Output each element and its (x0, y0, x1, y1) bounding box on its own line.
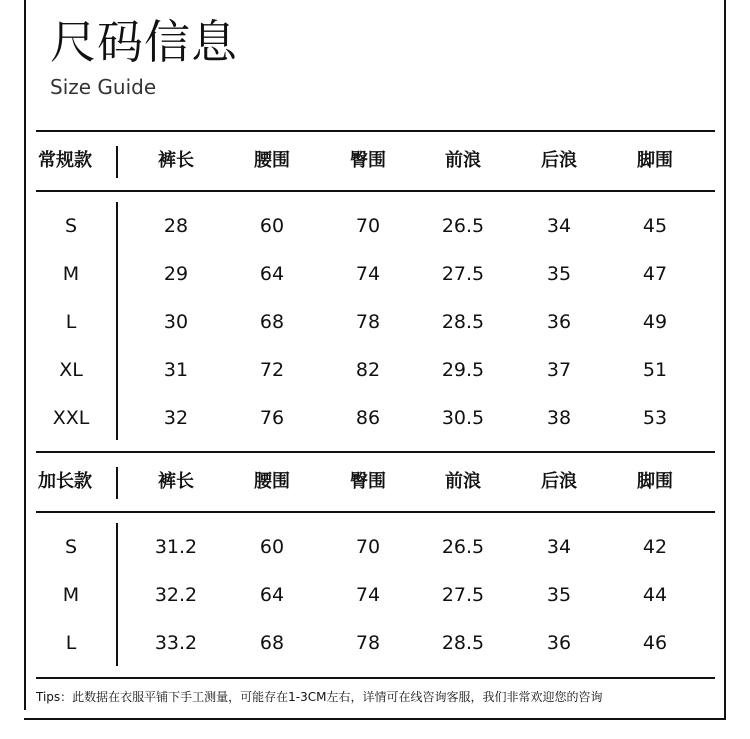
regular-cell: 34 (546, 215, 572, 237)
regular-size-m: M (62, 263, 80, 285)
long-cell: 64 (259, 584, 285, 606)
long-label: 加长款 (38, 471, 92, 492)
long-header-hip: 臀围 (350, 471, 386, 492)
long-size-separator (116, 523, 118, 666)
regular-cell: 35 (546, 263, 572, 285)
long-cell: 70 (355, 536, 381, 558)
regular-cell: 51 (642, 359, 668, 381)
regular-cell: 74 (355, 263, 381, 285)
long-cell: 26.5 (441, 536, 485, 558)
long-cell: 35 (546, 584, 572, 606)
regular-cell: 36 (546, 311, 572, 333)
long-size-m: M (62, 584, 80, 606)
long-header-waist: 腰围 (254, 471, 290, 492)
regular-cell: 38 (546, 407, 572, 429)
regular-size-s: S (64, 215, 78, 237)
regular-size-l: L (65, 311, 77, 333)
regular-cell: 30.5 (441, 407, 485, 429)
regular-cell: 72 (259, 359, 285, 381)
frame-bottom-border (24, 718, 726, 720)
regular-size-xxl: XXL (52, 407, 90, 429)
regular-size-separator (116, 202, 118, 440)
regular-header-hip: 臀围 (350, 150, 386, 171)
long-cell: 28.5 (441, 632, 485, 654)
long-cell: 68 (259, 632, 285, 654)
long-header-length: 裤长 (158, 471, 194, 492)
long-header-separator (116, 467, 118, 499)
regular-header-back-rise: 后浪 (541, 150, 577, 171)
regular-cell: 27.5 (441, 263, 485, 285)
regular-cell: 28 (163, 215, 189, 237)
long-cell: 44 (642, 584, 668, 606)
regular-label: 常规款 (38, 150, 92, 171)
divider-regular-header (36, 190, 715, 192)
regular-cell: 86 (355, 407, 381, 429)
regular-cell: 37 (546, 359, 572, 381)
regular-cell: 78 (355, 311, 381, 333)
regular-cell: 60 (259, 215, 285, 237)
divider-bottom (36, 677, 715, 679)
long-cell: 36 (546, 632, 572, 654)
long-cell: 74 (355, 584, 381, 606)
regular-cell: 47 (642, 263, 668, 285)
regular-header-hem: 脚围 (637, 150, 673, 171)
long-size-s: S (64, 536, 78, 558)
regular-cell: 31 (163, 359, 189, 381)
long-header-front-rise: 前浪 (445, 471, 481, 492)
regular-cell: 29.5 (441, 359, 485, 381)
regular-header-separator (116, 146, 118, 178)
divider-long-top (36, 451, 715, 453)
long-header-back-rise: 后浪 (541, 471, 577, 492)
regular-cell: 30 (163, 311, 189, 333)
regular-cell: 28.5 (441, 311, 485, 333)
regular-cell: 53 (642, 407, 668, 429)
frame-right-border (724, 0, 726, 720)
tips-note: Tips：此数据在衣服平铺下手工测量，可能存在1-3CM左右，详情可在线咨询客服，我们非常欢迎您的咨询 (36, 690, 603, 704)
long-cell: 34 (546, 536, 572, 558)
long-cell: 60 (259, 536, 285, 558)
long-cell: 32.2 (154, 584, 198, 606)
long-cell: 46 (642, 632, 668, 654)
page-title: 尺码信息 (50, 15, 238, 69)
regular-cell: 29 (163, 263, 189, 285)
long-cell: 31.2 (154, 536, 198, 558)
long-cell: 33.2 (154, 632, 198, 654)
regular-cell: 76 (259, 407, 285, 429)
regular-cell: 26.5 (441, 215, 485, 237)
regular-size-xl: XL (59, 359, 83, 381)
long-cell: 78 (355, 632, 381, 654)
regular-cell: 68 (259, 311, 285, 333)
regular-cell: 49 (642, 311, 668, 333)
regular-cell: 82 (355, 359, 381, 381)
regular-cell: 70 (355, 215, 381, 237)
long-header-hem: 脚围 (637, 471, 673, 492)
divider-top (36, 130, 715, 132)
long-size-l: L (65, 632, 77, 654)
regular-cell: 32 (163, 407, 189, 429)
divider-long-header (36, 511, 715, 513)
regular-header-front-rise: 前浪 (445, 150, 481, 171)
regular-header-length: 裤长 (158, 150, 194, 171)
regular-cell: 64 (259, 263, 285, 285)
long-cell: 27.5 (441, 584, 485, 606)
long-cell: 42 (642, 536, 668, 558)
regular-header-waist: 腰围 (254, 150, 290, 171)
regular-cell: 45 (642, 215, 668, 237)
page-subtitle: Size Guide (50, 75, 157, 99)
